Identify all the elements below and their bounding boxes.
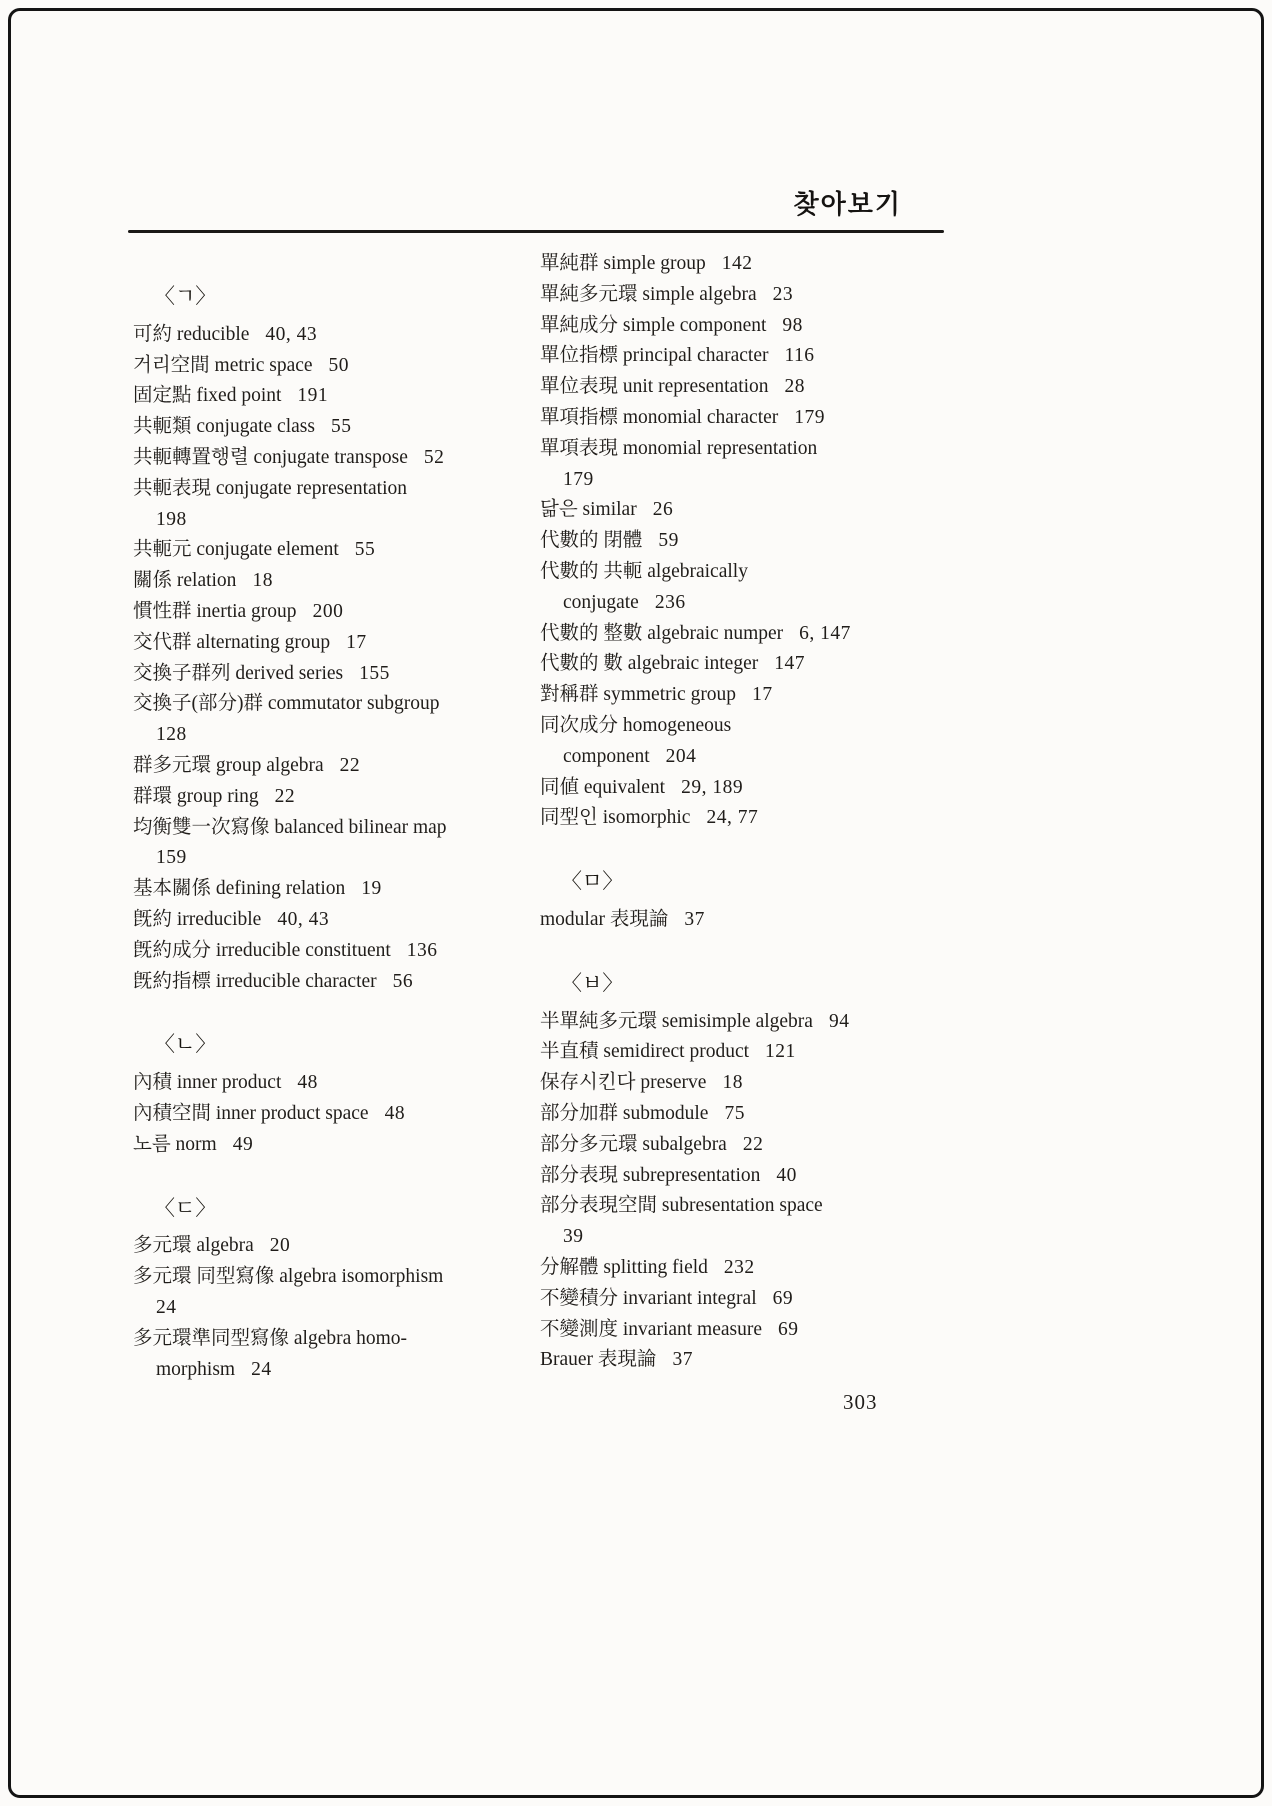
entry-term: 不變積分 invariant integral [540,1287,757,1309]
index-entry [133,566,515,597]
index-entry-continuation [540,1222,965,1253]
entry-term: 基本關係 defining relation [133,878,346,900]
entry-term: 單位表現 unit representation [540,376,769,398]
index-entry [540,773,965,804]
entry-page-number: 40, 43 [265,323,318,345]
entry-page-number: 39 [563,1226,584,1248]
entry-page-number: 198 [156,508,187,530]
index-entry-continuation [133,1293,515,1324]
entry-page-number: 18 [252,570,273,592]
index-entry [133,381,515,412]
entry-term: 內積 inner product [133,1072,282,1094]
index-header-title: 찾아보기 [793,190,902,219]
entry-page-number: 17 [752,684,773,706]
entry-page-number: 37 [672,1349,693,1371]
entry-page-number: 23 [772,283,794,305]
entry-page-number: 142 [721,253,753,274]
entry-term: 單項表現 monomial representation [540,437,818,459]
section-heading: 〈ㅂ〉 [561,970,624,995]
entry-page-number: 40 [776,1164,797,1186]
entry-page-number: 24 [251,1358,272,1380]
entry-term: 共軛元 conjugate element [133,539,339,561]
index-entry [540,711,965,742]
index-entry [540,905,965,936]
index-entry [133,936,515,967]
section-heading: 〈ㅁ〉 [561,869,624,894]
entry-term: 多元環準同型寫像 algebra homo- [133,1327,408,1349]
entry-page-number: 49 [232,1133,254,1155]
index-entry-continuation [133,720,515,751]
entry-page-number: 69 [778,1318,799,1340]
index-entry [133,1231,515,1262]
entry-page-number: 55 [354,539,376,561]
entry-term: 거리空間 metric space [133,354,313,376]
entry-term: 部分表現空間 subresentation space [540,1195,823,1217]
entry-term: Brauer 表現論 [540,1349,657,1371]
entry-page-number: 232 [723,1256,755,1278]
entry-term: 固定點 fixed point [133,385,282,407]
entry-term: 多元環 同型寫像 algebra isomorphism [133,1266,444,1288]
index-entry [133,628,515,659]
entry-term: 半直積 semidirect product [540,1041,750,1063]
entry-page-number: 28 [784,376,806,398]
index-entry [540,1191,965,1222]
entry-page-number: 22 [339,754,361,776]
page-number: 303 [843,1390,878,1414]
entry-page-number: 48 [384,1102,406,1124]
index-entry [133,535,515,566]
entry-term: 旣約 irreducible [133,908,262,930]
index-entry [133,443,515,474]
entry-term: 對稱群 symmetric group [540,684,737,706]
entry-term: 代數的 閉體 [540,530,643,552]
index-entry [540,1130,965,1161]
entry-term: 部分加群 submodule [540,1102,709,1124]
entry-page-number: 116 [784,345,815,367]
entry-term: 均衡雙一次寫像 balanced bilinear map [133,816,447,838]
entry-page-number: 55 [330,416,352,438]
entry-term: 多元環 algebra [133,1235,254,1257]
entry-page-number: 24, 77 [706,807,759,829]
entry-term: 不變測度 invariant measure [540,1318,763,1340]
index-entry [540,1099,965,1130]
index-entry [540,557,965,588]
index-entry [540,803,965,834]
entry-page-number: 37 [684,908,705,930]
entry-term: 同次成分 homogeneous [540,714,732,736]
entry-term: 部分表現 subrepresentation [540,1164,761,1186]
index-entry [540,1253,965,1284]
entry-page-number: 22 [742,1133,764,1155]
entry-page-number: 22 [274,785,296,807]
entry-page-number: 50 [328,354,350,376]
index-entry [133,597,515,628]
entry-page-number: 40, 43 [277,908,330,930]
index-entry [540,341,965,372]
entry-term: 代數的 整數 algebraic numper [540,622,784,644]
entry-term: 旣約成分 irreducible constituent [133,939,391,961]
section-heading: 〈ㄱ〉 [154,284,217,308]
entry-page-number: 159 [156,847,187,869]
index-entry [540,311,965,342]
entry-page-number: 179 [794,406,826,428]
index-entry [540,372,965,403]
entry-term: morphism [156,1358,236,1380]
entry-term: 關係 relation [133,570,237,592]
entry-page-number: 121 [765,1041,796,1063]
entry-term: 共軛表現 conjugate representation [133,477,407,499]
entry-page-number: 56 [392,970,414,992]
entry-page-number: 179 [563,468,594,490]
entry-term: 代數的 共軛 algebraically [540,560,748,582]
index-entry [540,280,965,311]
index-entry [133,351,515,382]
entry-term: component [563,745,650,767]
index-entry-continuation [133,505,515,536]
entry-page-number: 128 [156,724,187,746]
index-entry [133,320,515,351]
index-entry [133,1324,515,1355]
entry-term: 保存시킨다 preserve [540,1072,707,1094]
entry-page-number: 24 [156,1296,177,1318]
entry-term: 共軛轉置행렬 conjugate transpose [133,446,408,468]
entry-term: 旣約指標 irreducible character [133,970,377,992]
entry-page-number: 236 [654,591,686,613]
entry-page-number: 191 [297,385,329,407]
index-entry [540,1284,965,1315]
entry-term: 部分多元環 subalgebra [540,1133,727,1155]
index-entry [540,1315,965,1346]
index-entry [540,249,965,280]
entry-page-number: 200 [312,600,344,622]
entry-term: 交代群 alternating group [133,631,331,653]
index-entry [540,1068,965,1099]
entry-term: 半單純多元環 semisimple algebra [540,1010,813,1032]
entry-page-number: 52 [423,446,445,468]
index-entry [133,874,515,905]
entry-term: 共軛類 conjugate class [133,416,315,438]
index-entry [133,474,515,505]
index-entry [133,689,515,720]
index-entry [540,1161,965,1192]
index-entry [540,403,965,434]
index-entry-continuation [133,1355,515,1386]
entry-page-number: 6, 147 [799,622,851,644]
index-entry [133,1068,515,1099]
index-entry [540,434,965,465]
entry-term: conjugate [563,591,639,613]
entry-term: 同値 equivalent [540,776,666,798]
header-rule [128,230,944,233]
entry-term: 群多元環 group algebra [133,754,324,776]
entry-page-number: 29, 189 [681,776,744,798]
entry-page-number: 69 [772,1287,794,1309]
entry-term: 交換子(部分)群 commutator subgroup [133,693,440,715]
index-entry [133,1130,515,1161]
index-entry [540,1007,965,1038]
entry-page-number: 75 [724,1102,745,1124]
index-entry [540,1345,965,1376]
index-entry [540,649,965,680]
entry-term: 分解體 splitting field [540,1256,708,1278]
entry-page-number: 59 [658,530,679,552]
entry-term: 노름 norm [133,1133,217,1155]
entry-term: 慣性群 inertia group [133,600,297,622]
entry-term: modular 表現論 [540,908,669,930]
index-entry-continuation [540,465,965,496]
entry-term: 內積空間 inner product space [133,1102,369,1124]
index-entry [133,412,515,443]
entry-term: 同型인 isomorphic [540,807,691,829]
entry-term: 交換子群列 derived series [133,662,344,684]
index-entry [133,659,515,690]
index-entry [133,967,515,998]
entry-page-number: 147 [774,653,805,675]
index-entry-continuation [540,588,965,619]
entry-page-number: 17 [346,631,367,653]
entry-term: 單純多元環 simple algebra [540,283,757,305]
index-entry [133,1262,515,1293]
section-heading: 〈ㄴ〉 [154,1032,217,1057]
entry-page-number: 136 [406,939,438,961]
index-entry-continuation [133,843,515,874]
entry-page-number: 155 [359,662,390,684]
entry-term: 單純成分 simple component [540,314,767,336]
index-entry [133,905,515,936]
index-entry [133,813,515,844]
index-entry [540,495,965,526]
entry-term: 單位指標 principal character [540,345,769,367]
entry-page-number: 204 [665,745,697,767]
entry-page-number: 98 [782,314,803,336]
section-heading: 〈ㄷ〉 [154,1195,217,1220]
entry-page-number: 94 [828,1010,850,1032]
index-columns [133,249,965,1385]
index-entry [540,680,965,711]
index-entry-continuation [540,742,965,773]
index-entry [133,751,515,782]
index-column-right [540,249,965,1376]
entry-page-number: 26 [652,499,674,521]
entry-page-number: 48 [297,1072,318,1094]
entry-term: 代數的 數 algebraic integer [540,653,759,675]
index-entry [540,526,965,557]
entry-page-number: 19 [361,878,382,900]
index-entry [540,619,965,650]
entry-page-number: 20 [269,1235,291,1257]
index-entry [133,782,515,813]
index-entry [133,1099,515,1130]
entry-term: 可約 reducible [133,323,250,345]
entry-term: 單項指標 monomial character [540,406,779,428]
entry-page-number: 18 [722,1072,743,1094]
entry-term: 닮은 similar [540,499,637,521]
entry-term: 單純群 simple group [540,253,706,274]
index-entry [540,1037,965,1068]
entry-term: 群環 group ring [133,785,259,807]
index-column-left [133,249,515,1385]
